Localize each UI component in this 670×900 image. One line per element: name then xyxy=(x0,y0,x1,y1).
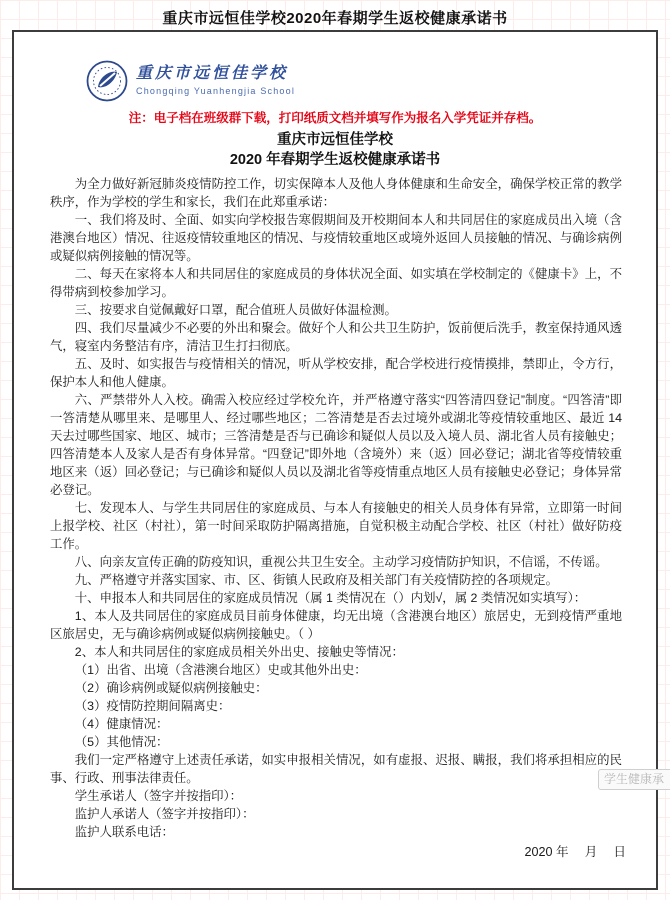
paragraph-sub-2: （2）确诊病例或疑似病例接触史： xyxy=(74,681,268,695)
paragraph-item-6: 六、严禁带外人入校。确需入校应经过学校允许，并严格遵守落实“四答清四登记”制度。“四答清”即一答清楚从哪里来、是哪里人、经过哪些地区；二答清楚是否去过境外或湖北等疫情较重地区、最近 14 天去过哪些国家、地区、城市；三答清楚是否与已确诊和疑似人员以及入境人员、湖北省人员有接触史；四答清楚本人及家人是否有身体异常。“四登记”即外地（含境外）来（返）回必登记；湖北省等疫情较重地区来（返）回必登记；与已确诊和疑似人员以及湖北省等疫情重点地区人员有接触史必登记；身体异常必登记。 xyxy=(50,393,622,497)
paragraph-intro: 为全力做好新冠肺炎疫情防控工作，切实保障本人及他人身体健康和生命安全，确保学校正常的教学秩序，作为学校的学生和家长，我们在此郑重承诺： xyxy=(50,177,622,209)
paragraph-item-10: 十、申报本人和共同居住的家庭成员情况（属 1 类情况在（）内划√，属 2 类情况如实填写）： xyxy=(74,591,587,605)
paragraph-sub-4: （4）健康情况： xyxy=(74,717,169,731)
date-line: 2020 年 月 日 xyxy=(524,845,626,859)
school-name-cn: 重庆市远恒佳学校 xyxy=(136,65,289,82)
signature-line-phone: 监护人联系电话： xyxy=(74,825,174,839)
paragraph-item-9: 九、严格遵守并落实国家、市、区、街镇人民政府及相关部门有关疫情防控的各项规定。 xyxy=(74,573,559,587)
school-logo-icon xyxy=(86,60,128,102)
paragraph-item-5: 五、及时、如实报告与疫情相关的情况，听从学校安排，配合学校进行疫情摸排，禁即止，令方行，保护本人和他人健康。 xyxy=(50,357,622,389)
paragraph-item-7: 七、发现本人、与学生共同居住的家庭成员、与本人有接触史的相关人员身体有异常，立即第一时间上报学校、社区（村社），第一时间采取防护隔离措施，自觉积极主动配合学校、社区（村社）做好防疫工作。 xyxy=(50,501,622,551)
floating-filename-tag[interactable]: 学生健康承 xyxy=(598,769,670,790)
paragraph-item-1: 一、我们将及时、全面、如实向学校报告寒假期间及开校期间本人和共同居住的家庭成员出入境（含港澳台地区）情况、往返疫情较重地区的情况、与疫情较重地区或境外返回人员接触的情况、与确诊病例或疑似病例接触的情况等。 xyxy=(50,213,622,263)
doc-heading-title: 2020 年春期学生返校健康承诺书 xyxy=(229,152,441,168)
paragraph-liability: 我们一定严格遵守上述责任承诺，如实申报相关情况，如有虚报、迟报、瞒报，我们将承担相应的民事、行政、刑事法律责任。 xyxy=(50,753,622,785)
school-name-en: Chongqing Yuanhengjia School xyxy=(136,86,296,96)
document-body xyxy=(50,175,622,841)
paragraph-sub-1: （1）出省、出境（含港澳台地区）史或其他外出史： xyxy=(74,663,367,677)
paragraph-item-8: 八、向亲友宣传正确的防疫知识，重视公共卫生安全。主动学习疫情防护知识，不信谣，不传谣。 xyxy=(74,555,608,569)
paragraph-item-2: 二、每天在家将本人和共同居住的家庭成员的身体状况全面、如实填在学校制定的《健康卡》上，不得带病到校参加学习。 xyxy=(50,267,622,299)
paragraph-declare-1: 1、本人及共同居住的家庭成员目前身体健康，均无出境（含港澳台地区）旅居史，无到疫情严重地区旅居史，无与确诊病例或疑似病例接触史。（ ） xyxy=(50,609,622,641)
doc-heading-school: 重庆市远恒佳学校 xyxy=(277,132,393,148)
document-page xyxy=(12,30,658,890)
signature-line-student: 学生承诺人（签字并按指印）： xyxy=(74,789,243,803)
paragraph-declare-2: 2、本人和共同居住的家庭成员相关外出史、接触史等情况： xyxy=(74,645,404,659)
school-logo xyxy=(86,58,656,104)
paragraph-sub-3: （3）疫情防控期间隔离史： xyxy=(74,699,231,713)
page-title: 重庆市远恒佳学校2020年春期学生返校健康承诺书 xyxy=(162,10,508,27)
signature-line-guardian: 监护人承诺人（签字并按指印）： xyxy=(74,807,255,821)
paragraph-item-3: 三、按要求自觉佩戴好口罩，配合值班人员做好体温检测。 xyxy=(74,303,397,317)
paragraph-sub-5: （5）其他情况： xyxy=(74,735,169,749)
paragraph-item-4: 四、我们尽量减少不必要的外出和聚会。做好个人和公共卫生防护，饭前便后洗手，教室保持通风透气，寝室内务整洁有序，清洁卫生打扫彻底。 xyxy=(50,321,622,353)
school-name-block xyxy=(136,65,295,97)
red-instruction-note: 注：电子档在班级群下载，打印纸质文档并填写作为报名入学凭证并存档。 xyxy=(128,111,542,125)
